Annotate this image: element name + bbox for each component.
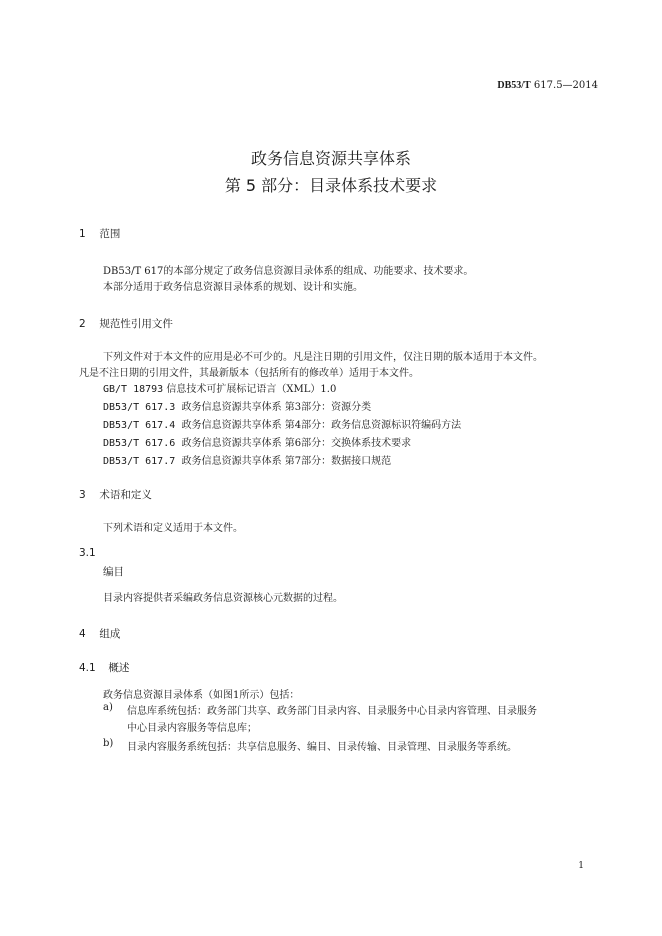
reference-item <box>103 434 411 449</box>
terms-intro: 下列术语和定义适用于本文件。 <box>103 523 243 534</box>
section-number: 2 <box>79 318 86 330</box>
list-item-marker: a) <box>103 702 113 713</box>
page-number: 1 <box>578 861 584 871</box>
document-title: 政务信息资源共享体系 <box>250 149 411 168</box>
subsection-number: 4.1 <box>79 662 96 674</box>
standard-number: 617.5—2014 <box>533 80 598 91</box>
reference-item <box>103 398 371 413</box>
references-intro-line-1: 下列文件对于本文件的应用是必不可少的。凡是注日期的引用文件，仅注日期的版本适用于本文件。 <box>103 352 543 363</box>
list-item-text: 目录内容服务系统包括：共享信息服务、编目、目录传输、目录管理、目录服务等系统。 <box>127 742 517 753</box>
section-heading-terms <box>79 487 152 502</box>
reference-title: 政务信息资源共享体系 第3部分：资源分类 <box>181 402 372 413</box>
section-title: 规范性引用文件 <box>99 318 173 330</box>
list-item-text-continued: 中心目录内容服务等信息库； <box>127 723 257 734</box>
term-name: 编目 <box>103 566 124 578</box>
section-title: 组成 <box>99 628 121 640</box>
reference-code: GB/T 18793 <box>103 384 164 395</box>
subsection-heading-overview <box>79 660 129 675</box>
section-heading-normative-references <box>79 316 173 331</box>
reference-item <box>103 380 336 395</box>
overview-intro: 政务信息资源目录体系（如图1所示）包括： <box>103 690 300 701</box>
section-number: 4 <box>79 628 86 640</box>
section-heading-composition <box>79 626 120 641</box>
reference-title: 信息技术可扩展标记语言（XML）1.0 <box>166 384 337 395</box>
reference-item <box>103 416 461 431</box>
scope-paragraph-2: 本部分适用于政务信息资源目录体系的规划、设计和实施。 <box>103 282 363 293</box>
reference-title: 政务信息资源共享体系 第4部分：政务信息资源标识符编码方法 <box>181 420 462 431</box>
section-number: 3 <box>79 489 86 501</box>
reference-code: DB53/T 617.7 <box>103 456 176 467</box>
scope-paragraph-1: DB53/T 617的本部分规定了政务信息资源目录体系的组成、功能要求、技术要求。 <box>103 266 474 277</box>
standard-number-header <box>497 80 598 91</box>
list-item-marker: b) <box>103 738 114 749</box>
section-heading-scope <box>79 226 120 241</box>
section-title: 术语和定义 <box>99 489 152 501</box>
reference-title: 政务信息资源共享体系 第6部分：交换体系技术要求 <box>181 438 412 449</box>
reference-code: DB53/T 617.6 <box>103 438 176 449</box>
reference-title: 政务信息资源共享体系 第7部分：数据接口规范 <box>181 456 392 467</box>
reference-code: DB53/T 617.3 <box>103 402 176 413</box>
subsection-title: 概述 <box>108 662 130 674</box>
term-definition: 目录内容提供者采编政务信息资源核心元数据的过程。 <box>103 593 343 604</box>
section-number: 1 <box>79 228 86 240</box>
references-intro-line-2: 凡是不注日期的引用文件，其最新版本（包括所有的修改单）适用于本文件。 <box>79 368 419 379</box>
document-subtitle: 第 5 部分：目录体系技术要求 <box>224 176 438 195</box>
standard-prefix: DB53/T <box>497 80 531 91</box>
reference-item <box>103 452 391 467</box>
term-number: 3.1 <box>79 547 96 559</box>
reference-code: DB53/T 617.4 <box>103 420 176 431</box>
section-title: 范围 <box>99 228 121 240</box>
list-item-text: 信息库系统包括：政务部门共享、政务部门目录内容、目录服务中心目录内容管理、目录服务 <box>127 706 537 717</box>
